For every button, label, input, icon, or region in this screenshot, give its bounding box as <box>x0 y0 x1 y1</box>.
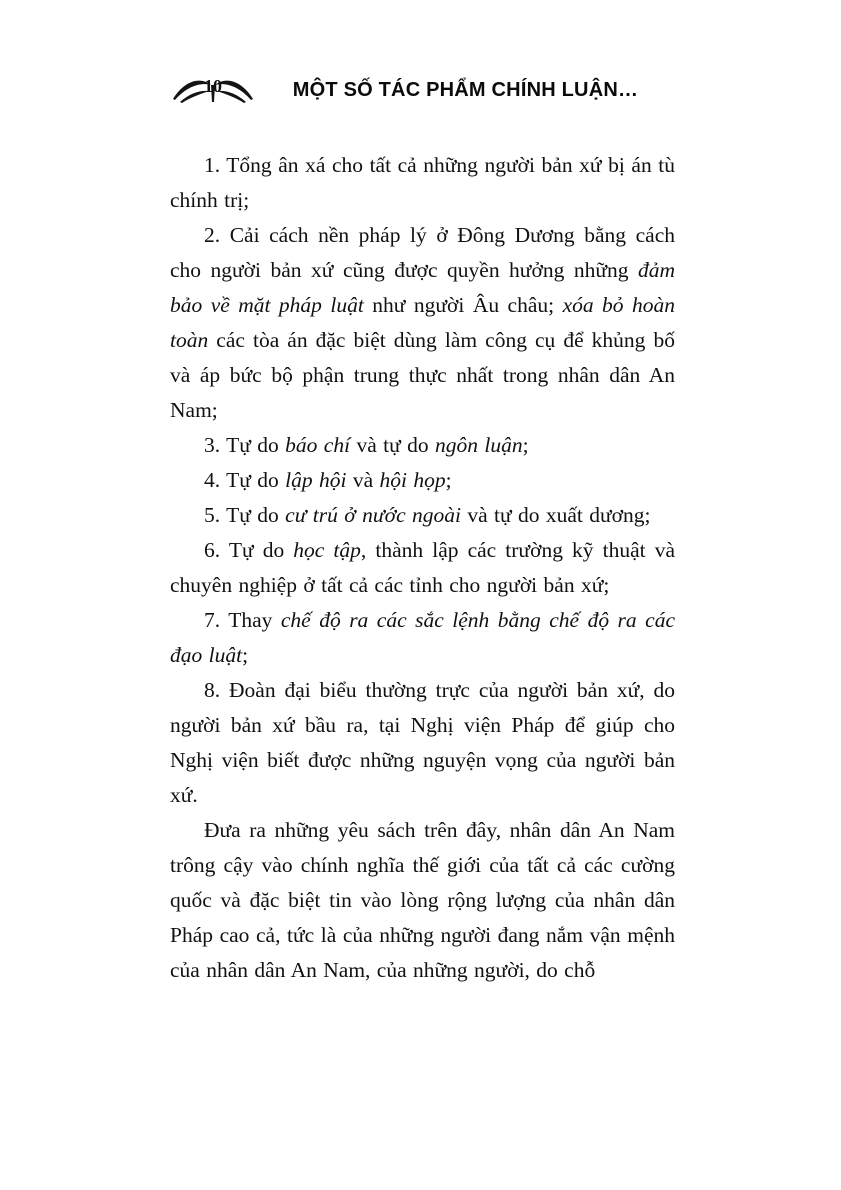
paragraph <box>170 533 675 603</box>
italic-text-run: hội họp <box>379 468 446 492</box>
text-run: như người Âu châu; <box>363 293 563 317</box>
text-run: 7. Thay <box>204 608 281 632</box>
italic-text-run: lập hội <box>285 468 347 492</box>
paragraph <box>170 603 675 673</box>
text-run: 2. Cải cách nền pháp lý ở Đông Dương bằng cách cho người bản xứ cũng được quyền hưởng những <box>170 223 675 282</box>
paragraph <box>170 148 675 218</box>
text-run: 8. Đoàn đại biểu thường trực của người bản xứ, do người bản xứ bầu ra, tại Nghị viện Pháp để giúp cho Nghị viện biết được những nguyện vọng của người bản xứ. <box>170 678 675 807</box>
italic-text-run: báo chí <box>285 433 351 457</box>
italic-text-run: học tập <box>293 538 361 562</box>
paragraph <box>170 813 675 988</box>
text-run: ; <box>242 643 249 667</box>
paragraph <box>170 673 675 813</box>
paragraph <box>170 498 675 533</box>
text-run: và <box>346 468 380 492</box>
text-run: Đưa ra những yêu sách trên đây, nhân dân An Nam trông cậy vào chính nghĩa thế giới của tất cả các cường quốc và đặc biệt tin vào lòng rộng lượng của nhân dân Pháp cao cả, tức là của những người đang nắm vận mệnh của nhân dân An Nam, của những người, do chỗ <box>170 818 675 982</box>
paragraph <box>170 463 675 498</box>
text-run: 6. Tự do <box>204 538 294 562</box>
page-body <box>170 148 675 988</box>
page-number: 10 <box>204 76 222 96</box>
italic-text-run: chế độ ra các sắc lệnh bằng chế độ ra các đạo luật <box>170 608 675 667</box>
text-run: 4. Tự do <box>204 468 286 492</box>
italic-text-run: đảm bảo về mặt pháp luật <box>170 258 675 317</box>
text-run: ; <box>522 433 529 457</box>
paragraph <box>170 218 675 428</box>
text-run: , thành lập các trường kỹ thuật và chuyên nghiệp ở tất cả các tỉnh cho người bản xứ; <box>170 538 675 597</box>
text-run: và tự do <box>350 433 435 457</box>
italic-text-run: xóa bỏ hoàn toàn <box>170 293 676 352</box>
text-run: ; <box>445 468 452 492</box>
italic-text-run: cư trú ở nước ngoài <box>285 503 461 527</box>
page-header <box>170 70 675 110</box>
text-run: các tòa án đặc biệt dùng làm công cụ để khủng bố và áp bức bộ phận trung thực nhất trong nhân dân An Nam; <box>170 328 675 422</box>
text-run: 3. Tự do <box>204 433 286 457</box>
italic-text-run: ngôn luận <box>434 433 523 457</box>
text-run: và tự do xuất dương; <box>460 503 651 527</box>
text-run: 1. Tổng ân xá cho tất cả những người bản xứ bị án tù chính trị; <box>170 153 675 212</box>
paragraph <box>170 428 675 463</box>
running-header-title: MỘT SỐ TÁC PHẨM CHÍNH LUẬN… <box>292 78 639 101</box>
page-number-ornament <box>170 72 256 108</box>
text-run: 5. Tự do <box>204 503 286 527</box>
